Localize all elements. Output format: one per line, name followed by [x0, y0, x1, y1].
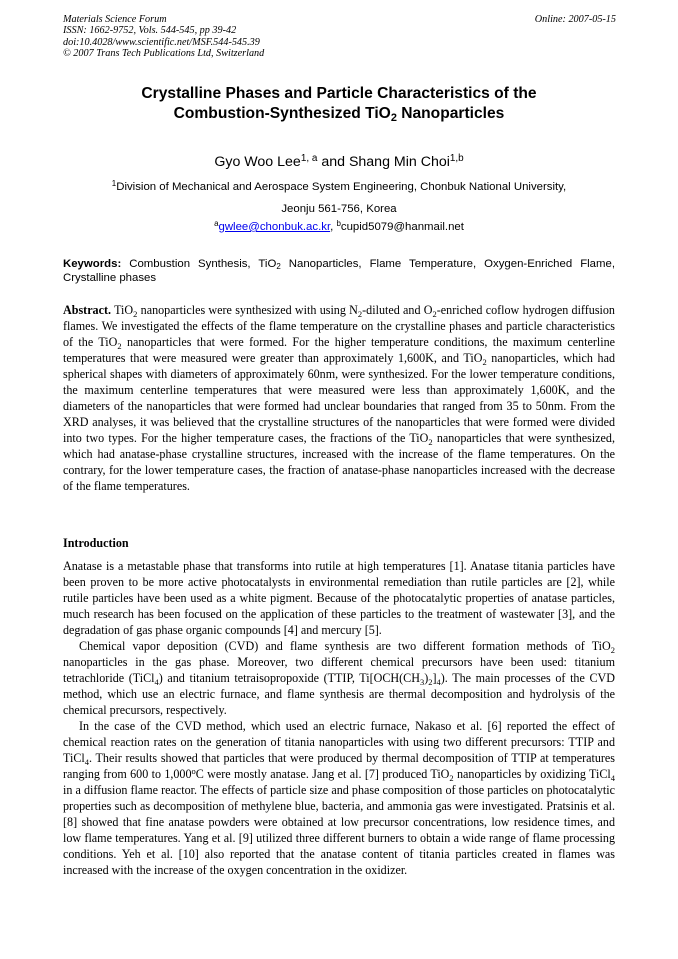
author-name: Shang Min Choi	[348, 154, 450, 170]
title-line-2: Combustion-Synthesized TiO$_2$ Nanoparticles	[173, 105, 505, 125]
affiliation: $^1$Division of Mechanical and Aerospace System Engineering, Chonbuk National University, Jeonju 561-756, Korea	[111, 179, 567, 215]
page-header	[63, 14, 616, 59]
paragraph: In the case of the CVD method, which used an electric furnace, Nakaso et al. [6] reported the effect of chemical reaction rates on the generation of titania nanoparticles with using two different precursors: TTIP and TiCl$_4$. Their results showed that particles that were produced by thermal decomposition of TTIP at temperatures ranging from 600 to 1,000$^o$C were mostly anatase. Jang et al. [7] produced TiO$_2$ nanoparticles by oxidizing TiCl$_4$ in a diffusion flame reactor. The effects of particle size and phase composition of those particles on photocatalytic properties such as decomposition of methylene blue, bacteria, and ammonia gas were investigated. Pratsinis et al. [8] showed that fine anatase powders were obtained at low precursor concentrations, low residence times, and low flame temperatures. Yang et al. [9] utilized three different burners to obtain a wide range of flame processing conditions. Yeh et al. [10] also reported that the anatase content of titania particles created in flames was increased with the increase of the oxygen concentration in the oxidizer.	[63, 719, 615, 877]
author-list: Gyo Woo Lee$^{1, a}$ and Shang Min Choi$^{1,b}$	[214, 153, 464, 170]
online-date: Online: 2007-05-15	[534, 14, 616, 25]
paragraph: Anatase is a metastable phase that transforms into rutile at high temperatures [1]. Anatase titania particles have been proven to be more active photocatalysts in environmental remediation than rutile particles are [2], while rutile particles have been used as a white pigment. Because of the photocatalytic properties of anatase particles, much research has been focused on the application of these particles to the treatment of wastewater [3], and the degradation of gas phase organic compounds [4] and mercury [5].	[63, 559, 615, 637]
email-link-a[interactable]: gwlee@chonbuk.ac.kr	[218, 221, 331, 233]
issn-line: ISSN: 1662-9752, Vols. 544-545, pp 39-42	[63, 25, 237, 37]
section-heading-introduction: Introduction	[63, 536, 129, 550]
author-emails: $^a$gwlee@chonbuk.ac.kr, $^b$cupid5079@hanmail.net	[214, 219, 464, 233]
abstract: Abstract. TiO$_2$ nanoparticles were synthesized with using $N_2$-diluted and $O_2$-enriched coflow hydrogen diffusion flames. We investigated the effects of the flame temperature on the crystalline phases and particle characteristics of the TiO$_2$ nanoparticles that were formed. For the higher temperature conditions, the maximum centerline temperatures that were measured were greater than approximately 1,600K, and TiO$_2$ nanoparticles, which had spherical shapes with diameters of approximately 60nm, were synthesized. For the lower temperature conditions, the maximum centerline temperatures that were measured were less than approximately 1,600K, and the diameters of the nanoparticles that were formed had unclear boundaries that ranged from 35 to 50nm. From the XRD analyses, it was believed that the crystalline structures of the nanoparticles that were formed were divided into two types. For the higher temperature cases, the fractions of the TiO$_2$ nanoparticles that were synthesized, which had anatase-phase crystalline structures, increased with the increase of the flame temperatures. On the contrary, for the lower temperature cases, the fraction of anatase-phase nanoparticles increased with the decrease of the flame temperatures.	[63, 303, 615, 493]
email-b: cupid5079@hanmail.net	[340, 221, 464, 233]
abstract-label: Abstract.	[63, 303, 112, 317]
title-line-1: Crystalline Phases and Particle Characteristics of the	[141, 85, 537, 102]
introduction-body	[63, 558, 615, 878]
copyright-line: © 2007 Trans Tech Publications Ltd, Switzerland	[63, 47, 265, 59]
paper-title	[40, 84, 638, 124]
doi-line: doi:10.4028/www.scientific.net/MSF.544-545.39	[63, 36, 260, 48]
keywords-label: Keywords:	[63, 258, 122, 270]
keywords: Keywords: Combustion Synthesis, TiO$_2$ Nanoparticles, Flame Temperature, Oxygen-Enriched Flame, Crystalline phases	[63, 258, 616, 284]
author-name: Gyo Woo Lee	[214, 154, 301, 170]
journal-name: Materials Science Forum	[63, 14, 167, 25]
paragraph: Chemical vapor deposition (CVD) and flame synthesis are two different formation methods of TiO$_2$ nanoparticles in the gas phase. Moreover, two different chemical precursors have been used: titanium tetrachloride (TiCl$_4$) and titanium tetraisopropoxide (TTIP, $Ti[OCH(CH_3)_2]_4$). The main processes of the CVD method, which use an electric furnace, and flame synthesis are thermal decomposition and hydrolysis of the chemical precursors, respectively.	[63, 639, 615, 717]
